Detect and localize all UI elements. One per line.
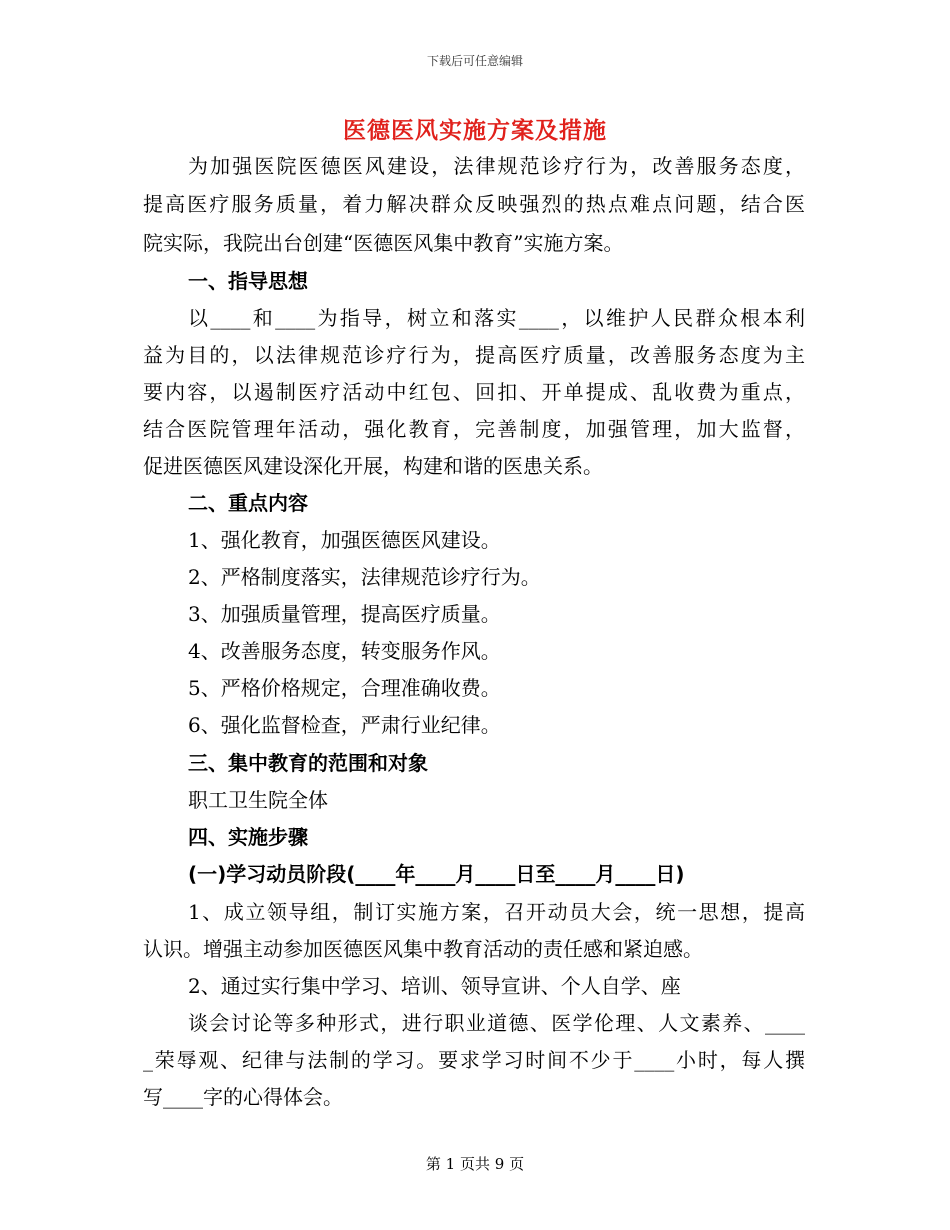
paragraph-line: 促进医德医风建设深化开展，构建和谐的医患关系。 xyxy=(143,454,603,478)
section-heading: 一、指导思想 xyxy=(188,269,308,293)
paragraph-line: 认识。增强主动参加医德医风集中教育活动的责任感和紧迫感。 xyxy=(143,937,703,961)
paragraph-line: 写____字的心得体会。 xyxy=(143,1085,343,1109)
paragraph-line: _荣辱观、纪律与法制的学习。要求学习时间不少于____小时，每人撰 xyxy=(143,1048,805,1072)
paragraph-line: 提高医疗服务质量，着力解决群众反映强烈的热点难点问题，结合医 xyxy=(143,192,805,216)
paragraph-line: 为加强医院医德医风建设，法律规范诊疗行为，改善服务态度， xyxy=(188,154,805,178)
header-note: 下载后可任意编辑 xyxy=(426,54,523,68)
paragraph-line: 谈会讨论等多种形式，进行职业道德、医学伦理、人文素养、____ xyxy=(188,1011,805,1035)
paragraph-line: 2、通过实行集中学习、培训、领导宣讲、个人自学、座 xyxy=(188,974,681,998)
list-item: 5、严格价格规定，合理准确收费。 xyxy=(188,676,501,700)
list-item: 1、强化教育，加强医德医风建设。 xyxy=(188,528,501,552)
page-number: 第 1 页共 9 页 xyxy=(425,1155,525,1173)
list-item: 2、严格制度落实，法律规范诊疗行为。 xyxy=(188,565,541,589)
section-heading: 三、集中教育的范围和对象 xyxy=(188,751,428,775)
subsection-heading: (一)学习动员阶段(____年____月____日至____月____日) xyxy=(188,862,685,886)
paragraph-line: 院实际，我院出台创建“医德医风集中教育”实施方案。 xyxy=(143,231,624,255)
list-item: 4、改善服务态度，转变服务作风。 xyxy=(188,639,501,663)
paragraph-line: 益为目的，以法律规范诊疗行为，提高医疗质量，改善服务态度为主 xyxy=(143,343,805,367)
section-heading: 二、重点内容 xyxy=(188,491,308,515)
paragraph-line: 以____和____为指导，树立和落实____，以维护人民群众根本利 xyxy=(188,306,805,330)
list-item: 6、强化监督检查，严肃行业纪律。 xyxy=(188,713,501,737)
document-title: 医德医风实施方案及措施 xyxy=(343,118,607,144)
list-item: 3、加强质量管理，提高医疗质量。 xyxy=(188,602,501,626)
paragraph-line: 职工卫生院全体 xyxy=(188,788,328,812)
paragraph-line: 要内容，以遏制医疗活动中红包、回扣、开单提成、乱收费为重点， xyxy=(143,380,805,404)
paragraph-line: 结合医院管理年活动，强化教育，完善制度，加强管理，加大监督， xyxy=(143,417,805,441)
paragraph-line: 1、成立领导组，制订实施方案，召开动员大会，统一思想，提高 xyxy=(188,900,805,924)
section-heading: 四、实施步骤 xyxy=(188,825,308,849)
